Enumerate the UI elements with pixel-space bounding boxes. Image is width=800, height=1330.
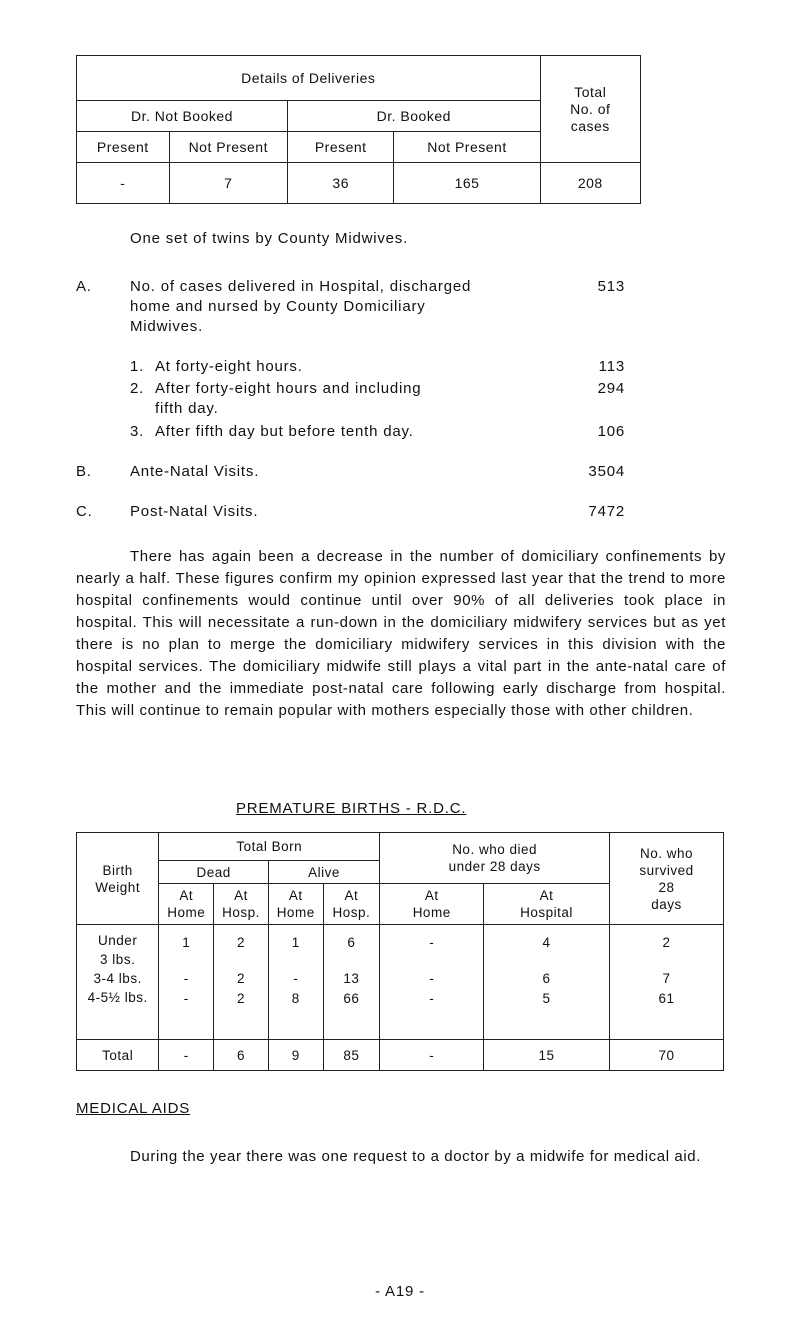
item-text: After fifth day but before tenth day. [155,423,414,440]
sub-header: At Hospital [484,884,610,925]
data-column: 6 13 66 [323,925,380,1040]
total-row-label: Total [77,1040,159,1071]
item-number: 2. [130,380,145,397]
birth-weight-header: Birth Weight [77,833,159,925]
total-cell: 6 [214,1040,269,1071]
sub-header: Not Present [169,132,287,163]
section-b-value: 3504 [588,463,625,480]
died-header: No. who died under 28 days [380,833,610,884]
medical-aids-text: During the year there was one request to a doctor by a midwife for medical aid. [130,1148,702,1165]
item-text: At forty-eight hours. [155,358,303,375]
data-column: - - - [380,925,484,1040]
page-number: - A19 - [375,1283,425,1300]
dr-booked-header: Dr. Booked [287,101,540,132]
total-born-header: Total Born [159,833,380,861]
total-cell: 70 [609,1040,723,1071]
sub-header: At Home [380,884,484,925]
data-column: 1 - - [159,925,214,1040]
section-b-text: Ante-Natal Visits. [130,463,260,480]
sub-header: At Home [159,884,214,925]
value-cell: - [77,163,170,204]
section-c-label: C. [76,503,93,520]
body-paragraph: There has again been a decrease in the number of domiciliary confinements by nearly a half. These figures confirm my opinion expressed last year that the trend to more hospital confinements would continue until over 90% of all deliveries took place in hospital. This will necessitate a run-down in the domiciliary midwifery services but as yet there is no plan to merge the domiciliary midwifery services in this division with the hospital services. The domiciliary midwife still plays a vital part in the ante-natal care of the mother and the immediate post-natal care following early discharge from hospital. This will continue to remain popular with mothers especially those with other children. [76,548,726,719]
item-value: 113 [598,358,625,375]
medical-aids-heading: MEDICAL AIDS [76,1100,191,1117]
value-cell: 7 [169,163,287,204]
sub-header: At Hosp. [214,884,269,925]
total-cases-header: Total No. of cases [540,56,640,163]
premature-births-table [76,832,724,1071]
total-cell: - [380,1040,484,1071]
value-cell: 165 [394,163,540,204]
weight-column: Under 3 lbs. 3-4 lbs. 4-5½ lbs. [77,925,159,1040]
dr-not-booked-header: Dr. Not Booked [77,101,288,132]
dead-header: Dead [159,861,268,884]
total-cell: 9 [268,1040,323,1071]
sub-header: At Hosp. [323,884,380,925]
section-c-text: Post-Natal Visits. [130,503,259,520]
sub-header: At Home [268,884,323,925]
item-value: 294 [597,380,625,397]
deliveries-title: Details of Deliveries [77,56,541,101]
section-a-text-1: No. of cases delivered in Hospital, discharged [130,278,472,295]
sub-header: Present [287,132,393,163]
value-cell: 208 [540,163,640,204]
item-number: 1. [130,358,145,375]
item-text: After forty-eight hours and including [155,380,422,397]
total-cell: 85 [323,1040,380,1071]
twins-note: One set of twins by County Midwives. [130,230,409,247]
total-cell: 15 [484,1040,610,1071]
section-b-label: B. [76,463,92,480]
section-a-text-2: home and nursed by County Domiciliary [130,298,426,315]
item-text-cont: fifth day. [155,400,219,417]
data-column: 2 2 2 [214,925,269,1040]
value-cell: 36 [287,163,393,204]
sub-header: Present [77,132,170,163]
section-a-label: A. [76,278,92,295]
total-cell: - [159,1040,214,1071]
section-a-text-3: Midwives. [130,318,204,335]
alive-header: Alive [268,861,379,884]
section-a-value: 513 [597,278,625,295]
item-value: 106 [597,423,625,440]
data-column: 4 6 5 [484,925,610,1040]
survived-header: No. who survived 28 days [609,833,723,925]
data-column: 2 7 61 [609,925,723,1040]
deliveries-table [76,55,641,204]
sub-header: Not Present [394,132,540,163]
premature-births-heading: PREMATURE BIRTHS - R.D.C. [236,800,467,817]
item-number: 3. [130,423,145,440]
section-c-value: 7472 [588,503,625,520]
data-column: 1 - 8 [268,925,323,1040]
